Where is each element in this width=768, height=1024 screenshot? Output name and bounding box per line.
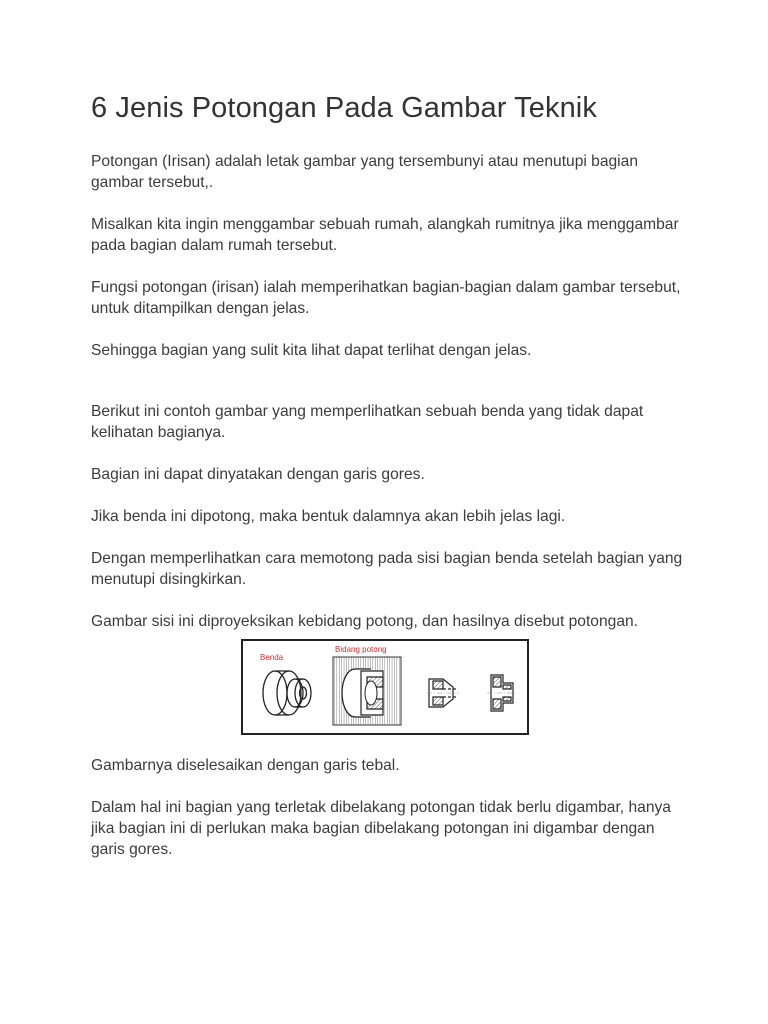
paragraph-9: Gambar sisi ini diproyeksikan kebidang potong, dan hasilnya disebut potongan. bbox=[91, 613, 638, 630]
label-benda: Benda bbox=[260, 653, 284, 662]
paragraph-7: Jika benda ini dipotong, maka bentuk dalamnya akan lebih jelas lagi. bbox=[91, 508, 566, 525]
paragraph-1: Potongan (Irisan) adalah letak gambar yang tersembunyi atau menutupi bagian gambar tersebut,. bbox=[91, 153, 638, 191]
document-page bbox=[91, 92, 691, 860]
cutting-plane bbox=[333, 657, 401, 725]
paragraph-3: Fungsi potongan (irisan) ialah memperihatkan bagian-bagian dalam gambar tersebut, untuk ditampilkan dengan jelas. bbox=[91, 279, 681, 317]
half-section-view bbox=[427, 679, 459, 707]
object-solid bbox=[263, 671, 311, 715]
paragraph-5: Berikut ini contoh gambar yang memperlihatkan sebuah benda yang tidak dapat kelihatan bagianya. bbox=[91, 403, 644, 441]
label-bidang-potong: Bidang potong bbox=[335, 645, 387, 654]
page-title: 6 Jenis Potongan Pada Gambar Teknik bbox=[91, 92, 597, 124]
paragraph-10: Gambarnya diselesaikan dengan garis tebal. bbox=[91, 757, 400, 774]
paragraph-8: Dengan memperlihatkan cara memotong pada sisi bagian benda setelah bagian yang menutupi disingkirkan. bbox=[91, 550, 683, 588]
section-drawing bbox=[243, 641, 527, 733]
section-illustration bbox=[241, 639, 529, 735]
paragraph-11: Dalam hal ini bagian yang terletak dibelakang potongan tidak berlu digambar, hanya jika bagian ini di perlukan maka bagian dibelakang potongan ini digambar dengan garis gores. bbox=[91, 799, 671, 858]
full-section-view bbox=[487, 675, 517, 711]
paragraph-6: Bagian ini dapat dinyatakan dengan garis gores. bbox=[91, 466, 425, 483]
paragraph-2: Misalkan kita ingin menggambar sebuah rumah, alangkah rumitnya jika menggambar pada bagian dalam rumah tersebut. bbox=[91, 216, 679, 254]
paragraph-4: Sehingga bagian yang sulit kita lihat dapat terlihat dengan jelas. bbox=[91, 342, 532, 359]
